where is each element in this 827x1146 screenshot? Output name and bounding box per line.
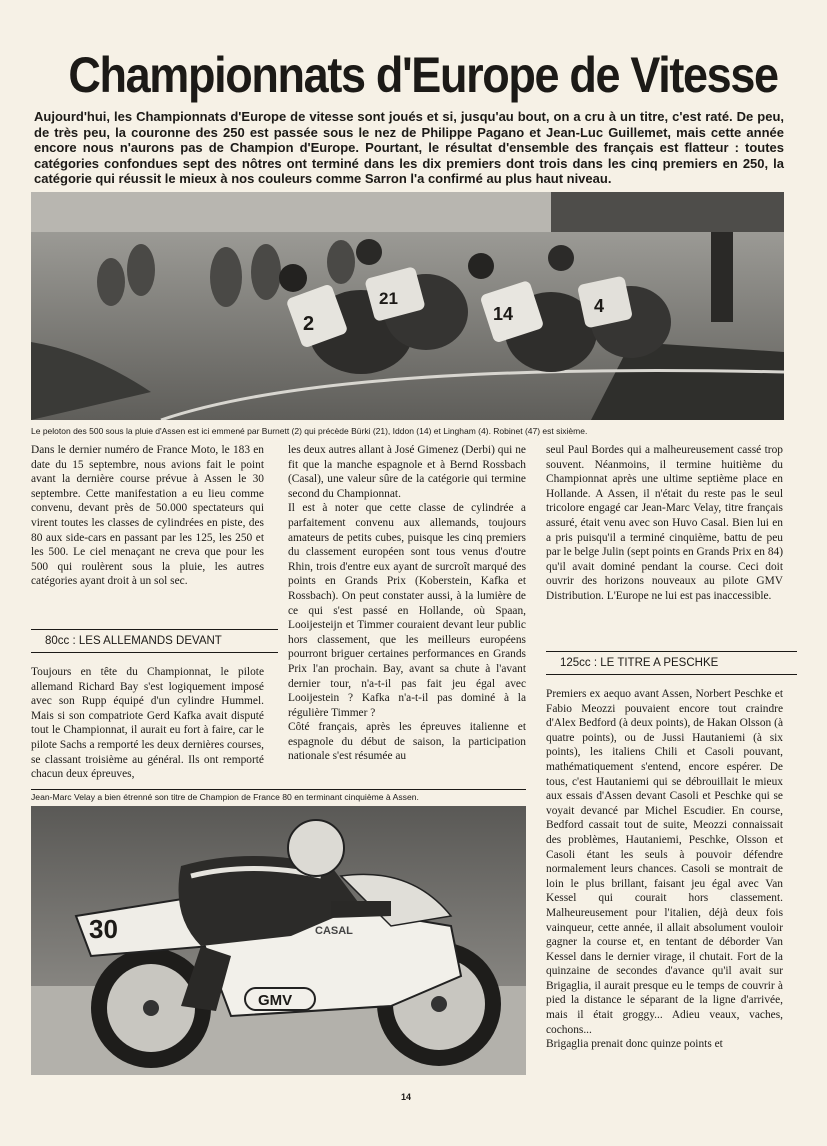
race-photo-500cc — [31, 192, 784, 420]
col2-paragraph-3: Côté français, après les épreuves italienne et espagnole du début de saison, la participation nationale s'est résumée au — [288, 721, 526, 763]
rider-number-14: 14 — [493, 304, 514, 324]
column-1-continued — [31, 665, 264, 782]
col3-paragraph-2: Premiers ex aequo avant Assen, Norbert Peschke et Fabio Meozzi pouvaient encore tout craindre d'Alex Bedford (à deux points), de Hakan Olsson (à quatre points), ou de Jussi Hautaniemi (à six points), les italiens Chili et Casoli pouvant, mathématiquement s'entend, encore espérer. De tous, c'est Hautaniemi qui se débrouillait le mieux aux essais d'Assen devant Casoli et Peschke qui se voyait devancé par Michel Escudier. En course, Bedford cassait tout de suite, Meozzi connaissait des problèmes, Hautaniemi, Peschke, Olsson et Casoli étant les seuls à pouvoir défendre normalement leurs chances. Casoli se montrait de loin le plus brillant, faisant jeu égal avec Van Kessel qui courait hors classement. Malheureusement pour l'italien, déjà deux fois vainqueur, cette année, il allait absolument vouloir gagner la course et, en tentant de déborder Van Kessel dans le dernier virage, il chutait. Fort de la quinzaine de secondes d'avance qu'il avait sur Brigaglia, il aurait presque eu le temps de couvrir à pied la distance le séparant de la ligne d'arrivée, mais il était groggy... Adieu veaux, vaches, cochons... — [546, 688, 783, 1036]
column-2 — [288, 443, 526, 764]
sponsor-logo-gmv: GMV — [258, 992, 293, 1009]
rider-number-4: 4 — [594, 296, 605, 316]
photo1-caption: Le peloton des 500 sous la pluie d'Assen est ici emmené par Burnett (2) qui précède Bürki (21), Iddon (14) et Lingham (4). Robinet (47) est sixième. — [31, 426, 588, 436]
rider-number-2: 2 — [303, 313, 315, 335]
article-title: Championnats d'Europe de Vitesse — [68, 47, 778, 103]
rider-number-21: 21 — [379, 289, 398, 308]
brand-logo-casal: CASAL — [315, 925, 353, 937]
photo2-caption: Jean-Marc Velay a bien étrenné son titre de Champion de France 80 en terminant cinquième à Assen. — [31, 789, 526, 803]
col1-paragraph-1: Dans le dernier numéro de France Moto, le 183 en date du 15 septembre, nous avions fait le point avant la dernière course prévue à Assen le 30 septembre. Cette manifestation a eu lieu comme convenu, devant près de 50.000 spectateurs qui virent toutes les classes de cylindrées en piste, des 80 aux side-cars en passant par les 125, les 250 et les 500. Le ciel menaçant ne creva que pour les 500 qui roulèrent sous la pluie, les autres catégories ayant droit à un sol sec. — [31, 444, 264, 588]
section-heading-125cc: 125cc : LE TITRE A PESCHKE — [546, 651, 797, 675]
rider-photo-velay — [31, 806, 526, 1075]
column-1 — [31, 443, 264, 589]
col2-paragraph-2: Il est à noter que cette classe de cylindrée a parfaitement convenu aux allemands, toujours amateurs de petits cubes, puisque les cinq premiers du classement européen sont tous venus d'outre Rhin, trois d'entre eux ayant de surcroît marqué des points en Grands Prix (Koberstein, Kafka et Rossbach). On peut constater aussi, à la lumière de ce qui s'est passé en Hollande, où Spaan, Looijesteijn et Timmer couraient devant leur public hors classement, que les meilleurs européens pourront briguer certaines performances en Grands Prix l'an prochain. Bay, avant sa chute à l'avant dernier tour, n'a-t-il pas fait jeu égal avec Looijestein ? Kafka n'a-t-il pas dominé à la régulière Timmer ? — [288, 502, 526, 719]
article-lead: Aujourd'hui, les Championnats d'Europe de vitesse sont joués et si, jusqu'au bout, on a cru à un titre, c'est raté. De peu, de très peu, la couronne des 250 est passée sous le nez de Philippe Pagano et Jean-Luc Guillemet, mais cette année encore nous n'aurons pas de Champion d'Europe. Pourtant, le résultat d'ensemble des français est flatteur : toutes catégories confondues sept des nôtres ont terminé dans les dix premiers dont trois dans les cinq premiers en 250, la catégorie qui réussit le mieux à nos couleurs comme Sarron l'a confirmé au plus haut niveau. — [34, 109, 784, 187]
col1-paragraph-2: Toujours en tête du Championnat, le pilote allemand Richard Bay s'est logiquement imposé avec son Rupp équipé d'un cylindre Hummel. Mais si son compatriote Gerd Kafka avait disputé tout le Championnat, il aurait eu fort à faire, car le pilote Sachs a remporté les deux dernières courses, se classant troisième au général. Ils ont remporté chacun deux épreuves, — [31, 666, 264, 781]
section-heading-80cc: 80cc : LES ALLEMANDS DEVANT — [31, 629, 278, 653]
col2-paragraph-1: les deux autres allant à José Gimenez (Derbi) qui ne fit que la manche espagnole et à Bernd Rossbach (Casal), une valeur sûre de la catégorie qui termine second du Championnat. — [288, 444, 526, 500]
column-3-continued — [546, 687, 783, 1052]
page-number: 14 — [400, 1092, 411, 1102]
race-number: 30 — [89, 914, 118, 944]
col3-paragraph-1: seul Paul Bordes qui a malheureusement cassé trop souvent. Néanmoins, il termine huitième du Championnat après une ultime septième place en Hollande. A Assen, il n'était du reste pas le seul tricolore engagé car Jean-Marc Velay, titre français assuré, était venu avec son Huvo Casal. Bien lui en a pris puisqu'il a terminé cinquième, battu de peu par le belge Julin (sept points en Grands Prix en 84) qu'il avait dominé pendant la course. Ceci doit ouvrir des horizons nouveaux au pilote GMV Distribution. L'Europe ne lui est pas inaccessible. — [546, 444, 783, 602]
column-3 — [546, 443, 783, 604]
col3-paragraph-3: Brigaglia prenait donc quinze points et — [546, 1038, 723, 1051]
